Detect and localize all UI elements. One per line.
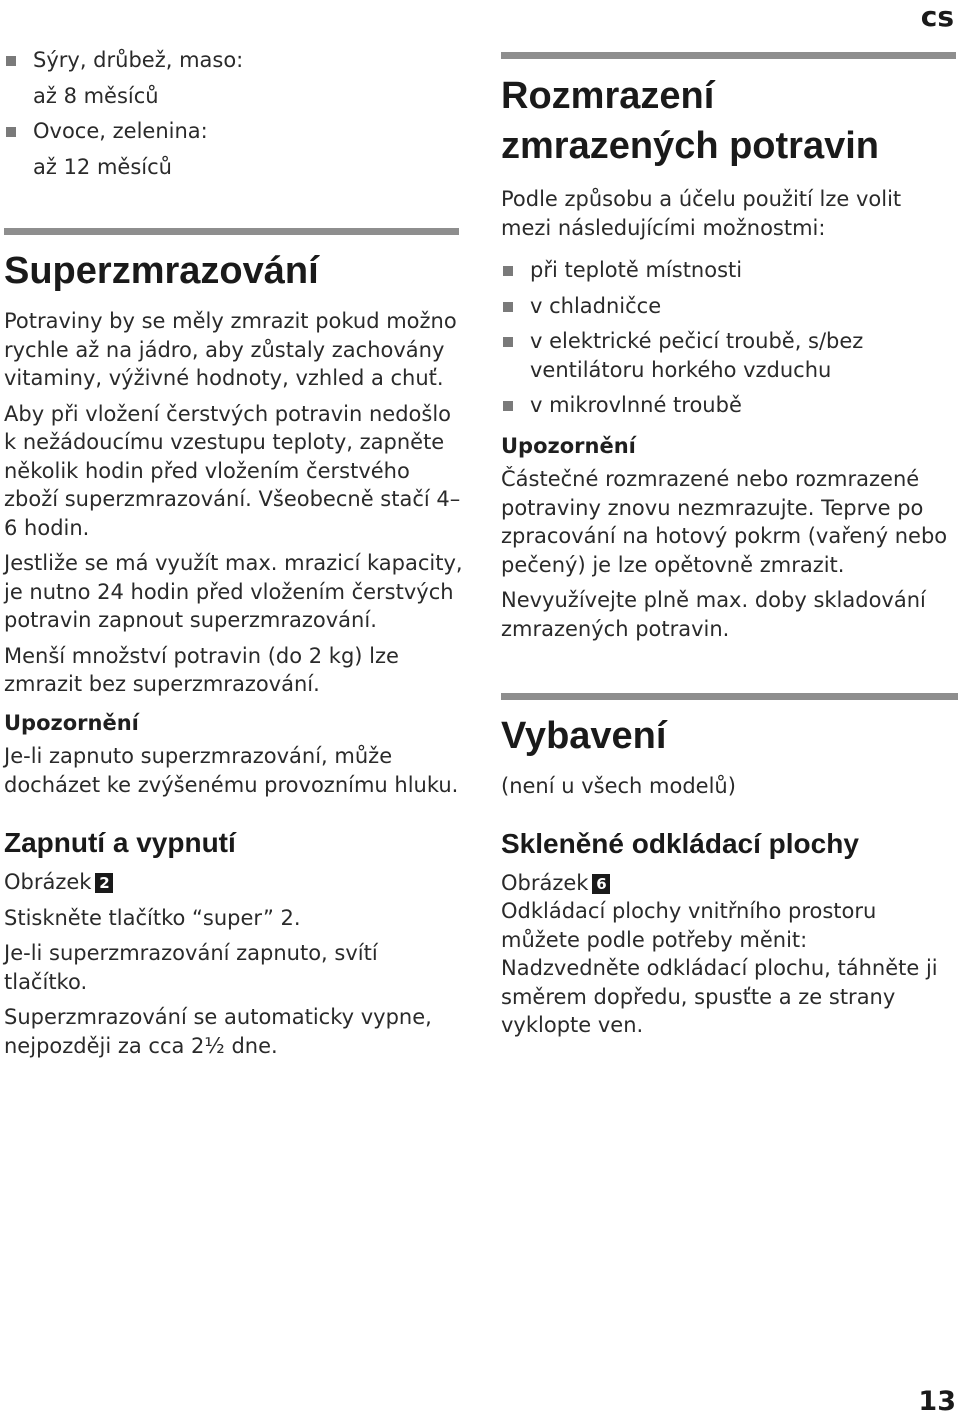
bullet-square-icon [503, 401, 513, 411]
figure-reference: Obrázek 2 [4, 868, 464, 897]
bullet-square-icon [503, 266, 513, 276]
paragraph: Aby při vložení čerstvých potravin nedošlo k nežádoucímu vzestupu teploty, zapněte několik hodin před vložením čerstvého zboží superzmrazování. Všeobecně stačí 4–6 hodin. [4, 401, 461, 540]
section-title-superzmrazovani: Superzmrazování [4, 250, 319, 292]
note-heading: Upozornění [501, 433, 636, 458]
section-divider [501, 693, 958, 700]
paragraph: Je-li superzmrazování zapnuto, svítí tlačítko. [4, 941, 378, 994]
paragraph: (není u všech modelů) [501, 774, 736, 798]
bullet-square-icon [6, 56, 16, 66]
section-divider [501, 52, 956, 59]
language-code: cs [920, 0, 954, 33]
thaw-options-list [501, 256, 956, 420]
paragraph: Stiskněte tlačítko “super” 2. [4, 905, 301, 930]
paragraph: Podle způsobu a účelu použití lze volit mezi následujícími možnostmi: [501, 187, 902, 240]
list-item: v mikrovlnné troubě [501, 391, 956, 420]
list-item: v chladničce [501, 292, 956, 321]
section-title-rozmrazeni: Rozmrazení zmrazených potravin [501, 75, 879, 167]
list-item: při teplotě místnosti [501, 256, 956, 285]
bullet-square-icon [6, 127, 16, 137]
paragraph: Potraviny by se měly zmrazit pokud možno rychle až na jádro, aby zůstaly zachovány vitaminy, výživné hodnoty, vzhled a chuť. [4, 309, 457, 390]
note-text: Částečné rozmrazené nebo rozmrazené potraviny znovu nezmrazujte. Teprve po zpracování na hotový pokrm (vařený nebo pečený) je lze opětovně zmrazit. [501, 467, 948, 577]
section-title-zapnuti: Zapnutí a vypnutí [4, 827, 236, 858]
list-item: Ovoce, zelenina: až 12 měsíců [4, 117, 464, 181]
figure-reference: Obrázek 6 [501, 869, 956, 898]
paragraph: Nadzvedněte odkládací plochu, táhněte ji směrem dopředu, spusťte a ze strany vyklopte ven. [501, 956, 938, 1037]
note-text: Nevyužívejte plně max. doby skladování zmrazených potravin. [501, 588, 926, 641]
section-divider [4, 228, 459, 235]
left-column [4, 0, 464, 1060]
figure-number-badge: 2 [95, 873, 113, 893]
page-number: 13 [918, 1386, 956, 1417]
section-title-vybaveni: Vybavení [501, 715, 667, 757]
paragraph: Menší množství potravin (do 2 kg) lze zmrazit bez superzmrazování. [4, 643, 399, 696]
figure-number-badge: 6 [592, 874, 610, 894]
list-item: v elektrické pečicí troubě, s/bez ventilátoru horkého vzduchu [501, 327, 956, 384]
paragraph: Odkládací plochy vnitřního prostoru můžete podle potřeby měnit: [501, 899, 877, 952]
list-item: Sýry, drůbež, maso: až 8 měsíců [4, 46, 464, 110]
bullet-square-icon [503, 337, 513, 347]
section-title-sklenene-plochy: Skleněné odkládací plochy [501, 827, 859, 859]
paragraph: Superzmrazování se automaticky vypne, nejpozději za cca 2½ dne. [4, 1005, 432, 1058]
note-heading: Upozornění [4, 710, 139, 735]
bullet-square-icon [503, 302, 513, 312]
paragraph: Jestliže se má využít max. mrazicí kapacity, je nutno 24 hodin před vložením čerstvých potravin zapnout superzmrazování. [4, 551, 463, 632]
note-text: Je-li zapnuto superzmrazování, může docházet ke zvýšenému provoznímu hluku. [4, 744, 459, 797]
right-column [501, 0, 956, 1040]
